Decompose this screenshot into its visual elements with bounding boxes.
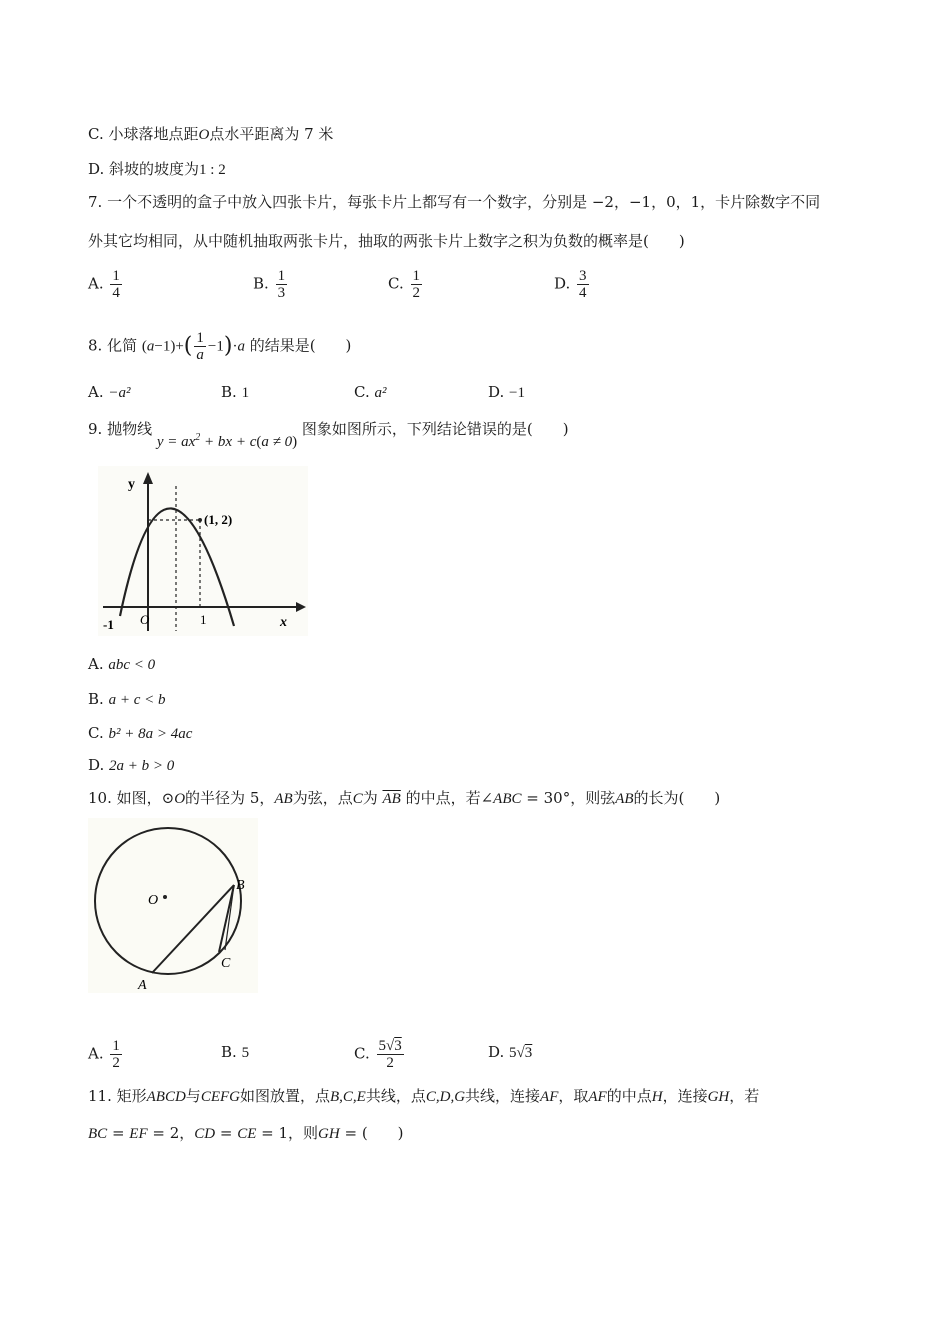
label-a: A [138, 978, 147, 993]
label-b: B [236, 878, 245, 893]
q7-option-b: B. $\frac{1}{3}$ [253, 268, 286, 301]
q10-option-a: A. $\frac{1}{2}$ [88, 1038, 120, 1071]
q9-stem: 9. 抛物线 $y = ax^2$ + bx + c(a ≠ 0) 图象如图所示，下列结论错误的是( ) [88, 420, 569, 450]
q8-option-d: D. −1 [488, 383, 526, 401]
q11-stem-line1: 11. 矩形ABCD与CEFG如图放置，点B,C,E共线，点C,D,G共线，连接AF，取AF的中点H，连接GH，若 [88, 1087, 760, 1105]
y-axis-label: y [128, 477, 135, 492]
q7-option-c: C. $\frac{1}{2}$ [388, 268, 420, 301]
q6-option-d: D. 斜坡的坡度为1 : 2 [88, 160, 226, 178]
x-axis-label: x [280, 615, 287, 630]
q11-stem-line2: BC = EF = 2，CD = CE = 1，则GH = ( ) [88, 1124, 404, 1142]
circle-figure [88, 818, 258, 993]
q8-option-b: B. 1 [221, 383, 250, 401]
q9-option-b: B. a + c < b [88, 690, 166, 708]
q8-stem: 8. 化简 (a−1)+( $\frac{1}{a}$ −1)·a 的结果是( ) [88, 330, 352, 363]
tick-neg1: -1 [103, 617, 114, 632]
q8-option-a: A. −a² [88, 383, 131, 401]
q10-option-c: C. $\frac{5√3}{2}$ [354, 1038, 402, 1071]
label-c: C [221, 956, 231, 971]
q9-option-a: A. abc < 0 [88, 655, 156, 673]
center-point [163, 895, 167, 899]
q7-stem-line2: 外其它均相同，从中随机抽取两张卡片，抽取的两张卡片上数字之积为负数的概率是( ) [88, 232, 685, 250]
q9-option-c: C. b² + 8a > 4ac [88, 724, 193, 742]
tick-1: 1 [200, 612, 207, 627]
q7-stem-line1: 7. 一个不透明的盒子中放入四张卡片，每张卡片上都写有一个数字，分别是 −2，−1，0，1，卡片除数字不同 [88, 193, 821, 211]
point-label: (1, 2) [204, 512, 233, 527]
q10-option-d: D. 5√3 [488, 1043, 533, 1061]
q9-option-d: D. 2a + b > 0 [88, 756, 175, 774]
q6-option-c: C. 小球落地点距O点水平距离为 7 米 [88, 125, 334, 143]
q8-option-c: C. a² [354, 383, 387, 401]
q10-option-b: B. 5 [221, 1043, 250, 1061]
parabola-figure [98, 466, 308, 636]
q10-stem: 10. 如图，⊙O的半径为 5，AB为弦，点C为 $\overline{AB}$ 的中点，若∠ABC = 30°，则弦AB的长为( ) [88, 789, 721, 807]
q7-option-d: D. $\frac{3}{4}$ [554, 268, 587, 301]
origin-label: O [140, 612, 150, 627]
q7-option-a: A. $\frac{1}{4}$ [88, 268, 120, 301]
label-o: O [148, 893, 159, 908]
